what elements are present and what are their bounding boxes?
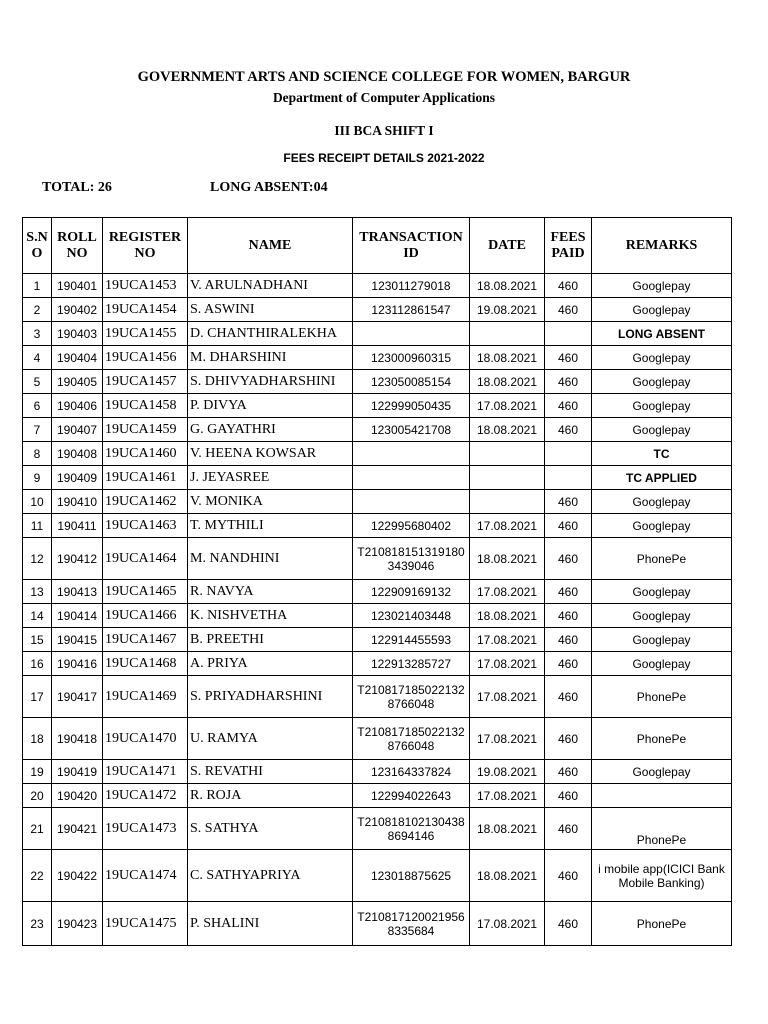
serial-number-cell: 19 [23,760,52,784]
remarks-cell: Googlepay [592,394,732,418]
student-name-cell: S. PRIYADHARSHINI [188,676,353,718]
payment-date-cell: 17.08.2021 [470,514,545,538]
student-name-cell: C. SATHYAPRIYA [188,850,353,902]
serial-number-cell: 5 [23,370,52,394]
long-absent-count: LONG ABSENT:04 [210,180,328,195]
fees-paid-cell [545,322,592,346]
fees-paid-cell: 460 [545,538,592,580]
roll-number-cell: 190417 [52,676,103,718]
student-name-cell: P. SHALINI [188,902,353,946]
payment-date-cell: 18.08.2021 [470,850,545,902]
register-number-cell: 19UCA1455 [103,322,188,346]
serial-number-cell: 15 [23,628,52,652]
student-name-cell: V. ARULNADHANI [188,274,353,298]
register-number-cell: 19UCA1456 [103,346,188,370]
payment-date-cell: 18.08.2021 [470,604,545,628]
student-name-cell: S. DHIVYADHARSHINI [188,370,353,394]
register-number-cell: 19UCA1453 [103,274,188,298]
total-count: TOTAL: 26 [42,180,112,195]
payment-date-cell [470,322,545,346]
fees-paid-cell: 460 [545,760,592,784]
remarks-cell: Googlepay [592,604,732,628]
payment-date-cell: 17.08.2021 [470,718,545,760]
transaction-id-cell: 122914455593 [353,628,470,652]
roll-number-cell: 190418 [52,718,103,760]
remarks-cell: PhonePe [592,808,732,850]
roll-number-cell: 190406 [52,394,103,418]
remarks-cell: PhonePe [592,538,732,580]
table-header-row [23,218,732,274]
transaction-id-cell: 123164337824 [353,760,470,784]
transaction-id-cell: 122913285727 [353,652,470,676]
remarks-cell: Googlepay [592,298,732,322]
student-name-cell: T. MYTHILI [188,514,353,538]
transaction-id-cell: 122999050435 [353,394,470,418]
fees-paid-cell: 460 [545,580,592,604]
table-row [23,346,732,370]
serial-number-cell: 20 [23,784,52,808]
register-number-cell: 19UCA1475 [103,902,188,946]
table-row [23,760,732,784]
table-row [23,322,732,346]
register-number-cell: 19UCA1454 [103,298,188,322]
fees-paid-cell: 460 [545,490,592,514]
table-row [23,676,732,718]
serial-number-cell: 16 [23,652,52,676]
student-name-cell: S. ASWINI [188,298,353,322]
remarks-cell: Googlepay [592,346,732,370]
table-row [23,718,732,760]
table-row [23,808,732,850]
transaction-id-cell [353,490,470,514]
student-name-cell: D. CHANTHIRALEKHA [188,322,353,346]
fees-paid-cell: 460 [545,394,592,418]
table-row [23,604,732,628]
register-number-cell: 19UCA1466 [103,604,188,628]
serial-number-cell: 9 [23,466,52,490]
serial-number-cell: 3 [23,322,52,346]
roll-number-cell: 190402 [52,298,103,322]
student-name-cell: U. RAMYA [188,718,353,760]
register-number-cell: 19UCA1463 [103,514,188,538]
payment-date-cell [470,442,545,466]
transaction-id-cell: 123018875625 [353,850,470,902]
transaction-id-cell: 123050085154 [353,370,470,394]
remarks-cell: PhonePe [592,718,732,760]
table-row [23,628,732,652]
payment-date-cell: 18.08.2021 [470,418,545,442]
serial-number-cell: 10 [23,490,52,514]
roll-number-cell: 190403 [52,322,103,346]
roll-number-cell: 190401 [52,274,103,298]
transaction-id-cell: 123000960315 [353,346,470,370]
class-title: III BCA SHIFT I [334,123,434,138]
college-name: GOVERNMENT ARTS AND SCIENCE COLLEGE FOR WOMEN, BARGUR [137,69,631,85]
transaction-id-cell: T210818102130438 8694146 [353,808,470,850]
transaction-id-cell [353,442,470,466]
payment-date-cell: 17.08.2021 [470,580,545,604]
serial-number-cell: 18 [23,718,52,760]
student-name-cell: R. NAVYA [188,580,353,604]
remarks-cell: Googlepay [592,370,732,394]
payment-date-cell [470,466,545,490]
fees-paid-cell: 460 [545,808,592,850]
roll-number-cell: 190421 [52,808,103,850]
remarks-cell: Googlepay [592,274,732,298]
header-name: NAME [188,218,353,274]
transaction-id-cell: 123112861547 [353,298,470,322]
table-row [23,298,732,322]
table-body [23,274,732,946]
register-number-cell: 19UCA1465 [103,580,188,604]
register-number-cell: 19UCA1458 [103,394,188,418]
roll-number-cell: 190419 [52,760,103,784]
student-name-cell: M. NANDHINI [188,538,353,580]
roll-number-cell: 190407 [52,418,103,442]
serial-number-cell: 11 [23,514,52,538]
table-row [23,490,732,514]
payment-date-cell: 17.08.2021 [470,784,545,808]
table-row [23,652,732,676]
payment-date-cell: 17.08.2021 [470,676,545,718]
serial-number-cell: 14 [23,604,52,628]
fees-paid-cell: 460 [545,652,592,676]
fees-receipt-title: FEES RECEIPT DETAILS 2021-2022 [283,151,485,165]
roll-number-cell: 190423 [52,902,103,946]
remarks-cell: Googlepay [592,418,732,442]
table-row [23,850,732,902]
header-roll-no: ROLL NO [52,218,103,274]
serial-number-cell: 23 [23,902,52,946]
student-name-cell: V. MONIKA [188,490,353,514]
roll-number-cell: 190405 [52,370,103,394]
fees-paid-cell: 460 [545,418,592,442]
roll-number-cell: 190412 [52,538,103,580]
fees-paid-cell: 460 [545,298,592,322]
transaction-id-cell: 122994022643 [353,784,470,808]
transaction-id-cell: T210817120021956 8335684 [353,902,470,946]
payment-date-cell: 19.08.2021 [470,760,545,784]
roll-number-cell: 190414 [52,604,103,628]
fees-paid-cell [545,466,592,490]
transaction-id-cell [353,466,470,490]
remarks-cell: Googlepay [592,490,732,514]
payment-date-cell: 18.08.2021 [470,808,545,850]
fees-table [22,217,732,946]
remarks-cell: Googlepay [592,514,732,538]
header-register-no: REGISTER NO [103,218,188,274]
table-row [23,418,732,442]
remarks-cell: Googlepay [592,580,732,604]
transaction-id-cell: T210817185022132 8766048 [353,718,470,760]
remarks-cell: LONG ABSENT [592,322,732,346]
student-name-cell: B. PREETHI [188,628,353,652]
register-number-cell: 19UCA1468 [103,652,188,676]
register-number-cell: 19UCA1473 [103,808,188,850]
remarks-cell: TC [592,442,732,466]
register-number-cell: 19UCA1472 [103,784,188,808]
register-number-cell: 19UCA1471 [103,760,188,784]
register-number-cell: 19UCA1460 [103,442,188,466]
roll-number-cell: 190411 [52,514,103,538]
fees-paid-cell: 460 [545,370,592,394]
remarks-cell: TC APPLIED [592,466,732,490]
payment-date-cell: 18.08.2021 [470,538,545,580]
register-number-cell: 19UCA1457 [103,370,188,394]
transaction-id-cell: 123011279018 [353,274,470,298]
register-number-cell: 19UCA1474 [103,850,188,902]
table-row [23,902,732,946]
student-name-cell: G. GAYATHRI [188,418,353,442]
serial-number-cell: 8 [23,442,52,466]
payment-date-cell: 18.08.2021 [470,274,545,298]
serial-number-cell: 7 [23,418,52,442]
department-name: Department of Computer Applications [272,90,496,105]
header-transaction-id: TRANSACTION ID [353,218,470,274]
header-remarks: REMARKS [592,218,732,274]
payment-date-cell: 17.08.2021 [470,628,545,652]
roll-number-cell: 190416 [52,652,103,676]
roll-number-cell: 190409 [52,466,103,490]
serial-number-cell: 2 [23,298,52,322]
student-name-cell: S. REVATHI [188,760,353,784]
roll-number-cell: 190410 [52,490,103,514]
fees-paid-cell: 460 [545,850,592,902]
payment-date-cell: 18.08.2021 [470,370,545,394]
transaction-id-cell: 123005421708 [353,418,470,442]
remarks-cell: Googlepay [592,760,732,784]
remarks-cell: i mobile app(ICICI Bank Mobile Banking) [592,850,732,902]
header-sno: S.N O [23,218,52,274]
student-name-cell: K. NISHVETHA [188,604,353,628]
fees-paid-cell: 460 [545,628,592,652]
payment-date-cell: 17.08.2021 [470,902,545,946]
register-number-cell: 19UCA1459 [103,418,188,442]
header-fees-paid: FEES PAID [545,218,592,274]
serial-number-cell: 6 [23,394,52,418]
table-row [23,442,732,466]
serial-number-cell: 13 [23,580,52,604]
roll-number-cell: 190415 [52,628,103,652]
payment-date-cell: 17.08.2021 [470,652,545,676]
serial-number-cell: 17 [23,676,52,718]
payment-date-cell: 17.08.2021 [470,394,545,418]
student-name-cell: S. SATHYA [188,808,353,850]
student-name-cell: V. HEENA KOWSAR [188,442,353,466]
table-row [23,514,732,538]
table-row [23,466,732,490]
register-number-cell: 19UCA1469 [103,676,188,718]
student-name-cell: M. DHARSHINI [188,346,353,370]
remarks-cell: PhonePe [592,902,732,946]
table-row [23,784,732,808]
fees-paid-cell: 460 [545,514,592,538]
remarks-cell: Googlepay [592,628,732,652]
student-name-cell: R. ROJA [188,784,353,808]
payment-date-cell: 18.08.2021 [470,346,545,370]
transaction-id-cell: 122909169132 [353,580,470,604]
remarks-cell: PhonePe [592,676,732,718]
fees-paid-cell: 460 [545,274,592,298]
table-row [23,580,732,604]
table-row [23,370,732,394]
fees-paid-cell [545,442,592,466]
student-name-cell: A. PRIYA [188,652,353,676]
register-number-cell: 19UCA1464 [103,538,188,580]
transaction-id-cell: T210818151319180 3439046 [353,538,470,580]
transaction-id-cell [353,322,470,346]
transaction-id-cell: 123021403448 [353,604,470,628]
header-date: DATE [470,218,545,274]
table-row [23,538,732,580]
register-number-cell: 19UCA1470 [103,718,188,760]
transaction-id-cell: T210817185022132 8766048 [353,676,470,718]
payment-date-cell: 19.08.2021 [470,298,545,322]
roll-number-cell: 190420 [52,784,103,808]
roll-number-cell: 190404 [52,346,103,370]
fees-paid-cell: 460 [545,676,592,718]
remarks-cell: Googlepay [592,652,732,676]
fees-paid-cell: 460 [545,784,592,808]
transaction-id-cell: 122995680402 [353,514,470,538]
fees-paid-cell: 460 [545,604,592,628]
register-number-cell: 19UCA1462 [103,490,188,514]
serial-number-cell: 4 [23,346,52,370]
fees-paid-cell: 460 [545,718,592,760]
register-number-cell: 19UCA1467 [103,628,188,652]
student-name-cell: P. DIVYA [188,394,353,418]
student-name-cell: J. JEYASREE [188,466,353,490]
table-row [23,274,732,298]
serial-number-cell: 22 [23,850,52,902]
fees-paid-cell: 460 [545,902,592,946]
register-number-cell: 19UCA1461 [103,466,188,490]
roll-number-cell: 190422 [52,850,103,902]
roll-number-cell: 190413 [52,580,103,604]
fees-paid-cell: 460 [545,346,592,370]
table-row [23,394,732,418]
serial-number-cell: 21 [23,808,52,850]
remarks-cell [592,784,732,808]
payment-date-cell [470,490,545,514]
serial-number-cell: 12 [23,538,52,580]
roll-number-cell: 190408 [52,442,103,466]
serial-number-cell: 1 [23,274,52,298]
